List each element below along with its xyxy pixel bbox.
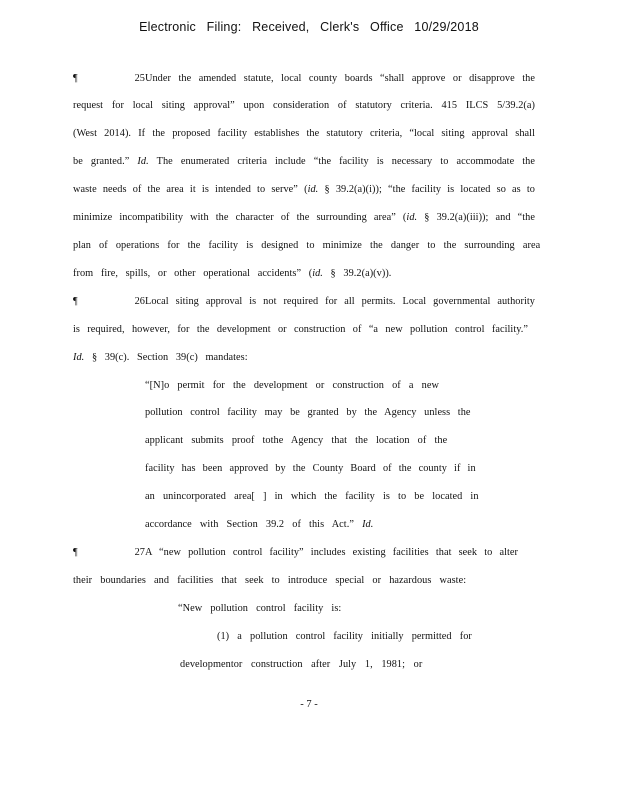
p25-text-6c: § 39.2(a)(iii)); and “the — [424, 212, 536, 223]
p26-quote-line-4: facility has been approved by the County Board of the county if in — [145, 463, 476, 474]
p27-quote-line-2: (1) a pollution control facility initially permitted for — [217, 631, 472, 642]
p25-cite-id-4: id. — [312, 268, 323, 279]
p25-cite-id-3: id. — [406, 212, 418, 223]
p26-quote-line-1: “[N]o permit for the development or construction of a new — [145, 380, 439, 391]
p25-line-5 — [73, 184, 535, 195]
p27-quote-text-1a: “New — [178, 603, 203, 614]
p25-number: ¶ 25 — [73, 73, 145, 84]
p25-text-8a: from fire, spills, or other operational accidents” ( — [73, 268, 313, 279]
p27-line-1 — [73, 547, 518, 558]
p26-quote-text-6a: accordance with Section 39.2 of this Act.” — [145, 519, 354, 530]
p25-cite-id-1: Id. — [137, 156, 149, 167]
p25-line-1 — [73, 73, 535, 84]
p25-line-7: plan of operations for the facility is designed to minimize the danger to the surrounding area — [73, 240, 541, 251]
p25-text-5a: waste needs of the area it is intended to serve” ( — [73, 184, 308, 195]
p27-quote-text-1b: pollution control facility is: — [210, 603, 342, 614]
p26-text-3b: § 39(c). Section 39(c) mandates: — [91, 352, 248, 363]
p25-line-8 — [73, 268, 391, 279]
p26-number: ¶ 26 — [73, 296, 145, 307]
p25-text-5c: § 39.2(a)(i)); “the facility is located so as to — [324, 184, 535, 195]
page-number: - 7 - — [300, 699, 318, 710]
p26-line-3 — [73, 352, 248, 363]
p26-line-1 — [73, 296, 535, 307]
p26-cite-id-2: Id. — [362, 519, 374, 530]
p25-text-4c: The enumerated criteria include “the facility is necessary to accommodate the — [156, 156, 535, 167]
p26-quote-line-2: pollution control facility may be granted by the Agency unless the — [145, 407, 471, 418]
p25-cite-id-2: id. — [307, 184, 319, 195]
p25-text-6a: minimize incompatibility with the character of the surrounding area” ( — [73, 212, 407, 223]
p25-line-6 — [73, 212, 535, 223]
p25-line-2: request for local siting approval” upon consideration of statutory criteria. 415 ILCS 5/39.2(a) — [73, 100, 535, 111]
p26-cite-id-1: Id. — [73, 352, 85, 363]
p27-quote-line-1 — [178, 603, 341, 614]
p25-text-8c: § 39.2(a)(v)). — [330, 268, 392, 279]
p26-text-1: Local siting approval is not required for all permits. Local governmental authority — [145, 296, 535, 307]
p25-line-3: (West 2014). If the proposed facility establishes the statutory criteria, “local siting approval shall — [73, 128, 535, 139]
p27-text-1: A “new pollution control facility” includes existing facilities that seek to alter — [145, 547, 518, 558]
filing-stamp-header: Electronic Filing: Received, Clerk's Office 10/29/2018 — [139, 20, 479, 34]
p26-line-2: is required, however, for the development or construction of “a new pollution control facility.” — [73, 324, 528, 335]
p25-line-4 — [73, 156, 535, 167]
p25-text-1: Under the amended statute, local county boards “shall approve or disapprove the — [145, 73, 535, 84]
p26-quote-line-6 — [145, 519, 373, 530]
p26-quote-line-3: applicant submits proof tothe Agency that the location of the — [145, 435, 448, 446]
p26-quote-line-5: an unincorporated area[ ] in which the facility is to be located in — [145, 491, 479, 502]
p27-number: ¶ 27 — [73, 547, 145, 558]
p27-line-2: their boundaries and facilities that seek to introduce special or hazardous waste: — [73, 575, 467, 586]
p27-quote-line-3: developmentor construction after July 1, 1981; or — [180, 659, 423, 670]
p25-text-4a: be granted.” — [73, 156, 130, 167]
